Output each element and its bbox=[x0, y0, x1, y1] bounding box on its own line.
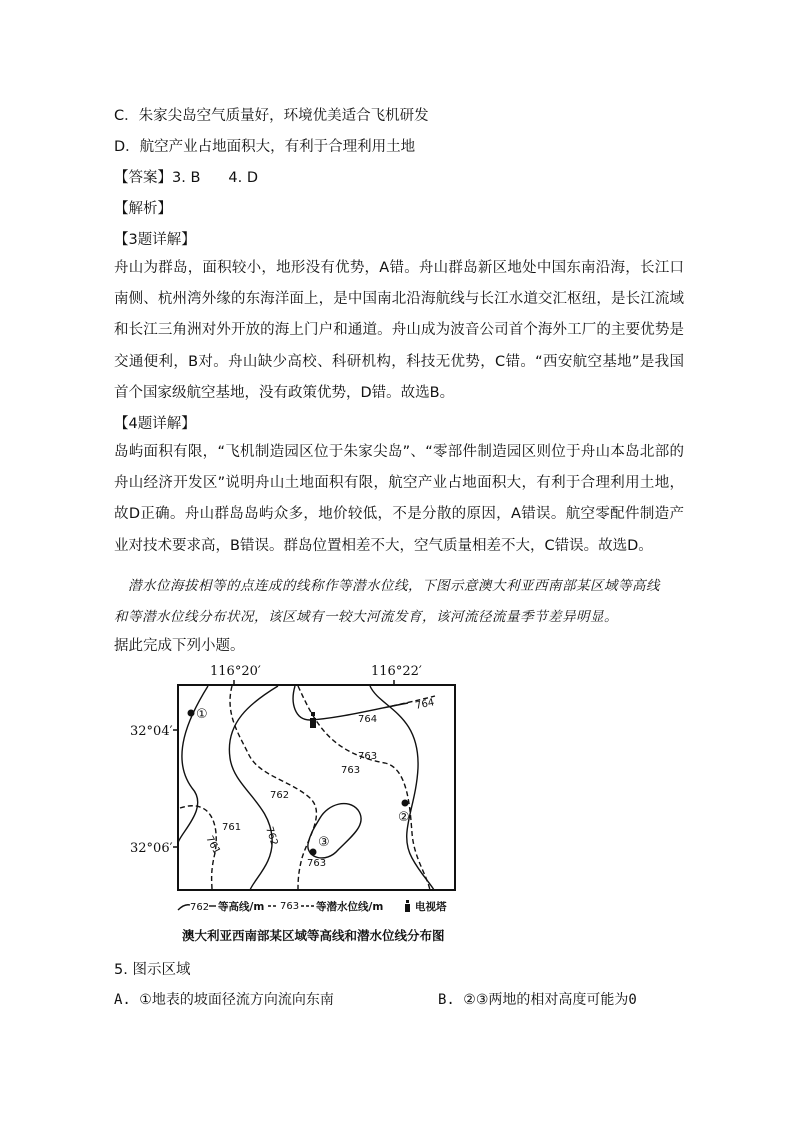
contour-line-762 bbox=[229, 686, 278, 890]
legend-tower-label: 电视塔 bbox=[415, 901, 447, 913]
question-5-option-b: B. ②③两地的相对高度可能为0 bbox=[438, 992, 637, 1008]
point-1-dot bbox=[188, 710, 195, 717]
map-caption: 澳大利亚西南部某区域等高线和潜水位线分布图 bbox=[182, 928, 445, 943]
intro-prompt: 据此完成下列小题。 bbox=[114, 638, 245, 654]
label-contour-763: 763 bbox=[341, 765, 361, 776]
point-2-label: ② bbox=[398, 810, 410, 825]
intro-line-2: 和等潜水位线分布状况，该区域有一较大河流发育，该河流径流量季节差异明显。 bbox=[114, 609, 618, 625]
answer-tag: 【答案】 bbox=[114, 170, 172, 186]
label-water-761: 761 bbox=[222, 822, 242, 833]
label-contour-764: 764 bbox=[358, 714, 378, 725]
legend-contour-label: 等高线/m bbox=[218, 901, 265, 913]
contour-map bbox=[130, 658, 460, 928]
answer-3: 3. B bbox=[172, 170, 201, 186]
legend-contour-sample bbox=[178, 905, 190, 910]
lon-label-2: 116°22′ bbox=[371, 664, 422, 679]
legend bbox=[178, 900, 447, 913]
contour-line-764 bbox=[293, 686, 408, 720]
point-1-label: ① bbox=[196, 707, 208, 722]
q4-heading: 【4题详解】 bbox=[114, 416, 196, 432]
point-3-label: ③ bbox=[318, 835, 330, 850]
option-d-prev: D．航空产业占地面积大，有利于合理利用土地 bbox=[114, 139, 416, 155]
q3-heading: 【3题详解】 bbox=[114, 232, 196, 248]
label-contour-762: 762 bbox=[263, 825, 280, 848]
legend-tower-icon bbox=[405, 900, 410, 912]
label-water-763: 763 bbox=[358, 751, 378, 762]
water-table-line-762 bbox=[230, 686, 316, 890]
lat-label-1: 32°04′ bbox=[130, 724, 173, 739]
legend-water-label: 等潜水位线/m bbox=[316, 901, 384, 913]
lon-label-1: 116°20′ bbox=[210, 664, 261, 679]
q4-body: 岛屿面积有限，“飞机制造园区位于朱家尖岛”、“零部件制造园区则位于舟山本岛北部的舟山经济开发区”说明舟山土地面积有限，航空产业占地面积大，有利于合理利用土地，故D正确。舟山群岛岛屿众多，地价较低，不是分散的原因，A错误。航空零配件制造产业对技术要求高，B错误。群岛位置相差不大，空气质量相差不大，C错误。故选D。 bbox=[114, 444, 684, 554]
q3-body: 舟山为群岛，面积较小，地形没有优势，A错。舟山群岛新区地处中国东南沿海，长江口南侧、杭州湾外缘的东海洋面上，是中国南北沿海航线与长江水道交汇枢纽，是长江流域和长江三角洲对外开放的海上门户和通道。舟山成为波音公司首个海外工厂的主要优势是交通便利，B对。舟山缺少高校、科研机构，科技无优势，C错。“西安航空基地”是我国首个国家级航空基地，没有政策优势，D错。故选B。 bbox=[114, 260, 684, 401]
question-5-option-a: A. ①地表的坡面径流方向流向东南 bbox=[114, 992, 334, 1008]
legend-water-value: 763 bbox=[280, 901, 300, 912]
question-5-stem: 5. 图示区域 bbox=[114, 962, 191, 978]
contour-line-763 bbox=[370, 686, 434, 890]
lat-label-2: 32°06′ bbox=[130, 841, 173, 856]
tv-tower-icon bbox=[310, 712, 316, 728]
label-water-764: 764 bbox=[414, 697, 436, 712]
point-2-dot bbox=[402, 800, 409, 807]
label-contour-761: 761 bbox=[203, 834, 223, 857]
answer-line bbox=[114, 166, 258, 187]
answer-4: 4. D bbox=[228, 170, 259, 186]
label-water-762: 762 bbox=[270, 790, 290, 801]
intro-line-1: 潜水位海拔相等的点连成的线称作等潜水位线，下图示意澳大利亚西南部某区域等高线 bbox=[128, 578, 660, 594]
label-contour-763-loop: 763 bbox=[307, 858, 327, 869]
legend-contour-value: 762 bbox=[190, 902, 210, 913]
analysis-tag: 【解析】 bbox=[114, 201, 172, 217]
point-3-dot bbox=[310, 849, 317, 856]
option-c-prev: C．朱家尖岛空气质量好，环境优美适合飞机研发 bbox=[114, 108, 429, 124]
